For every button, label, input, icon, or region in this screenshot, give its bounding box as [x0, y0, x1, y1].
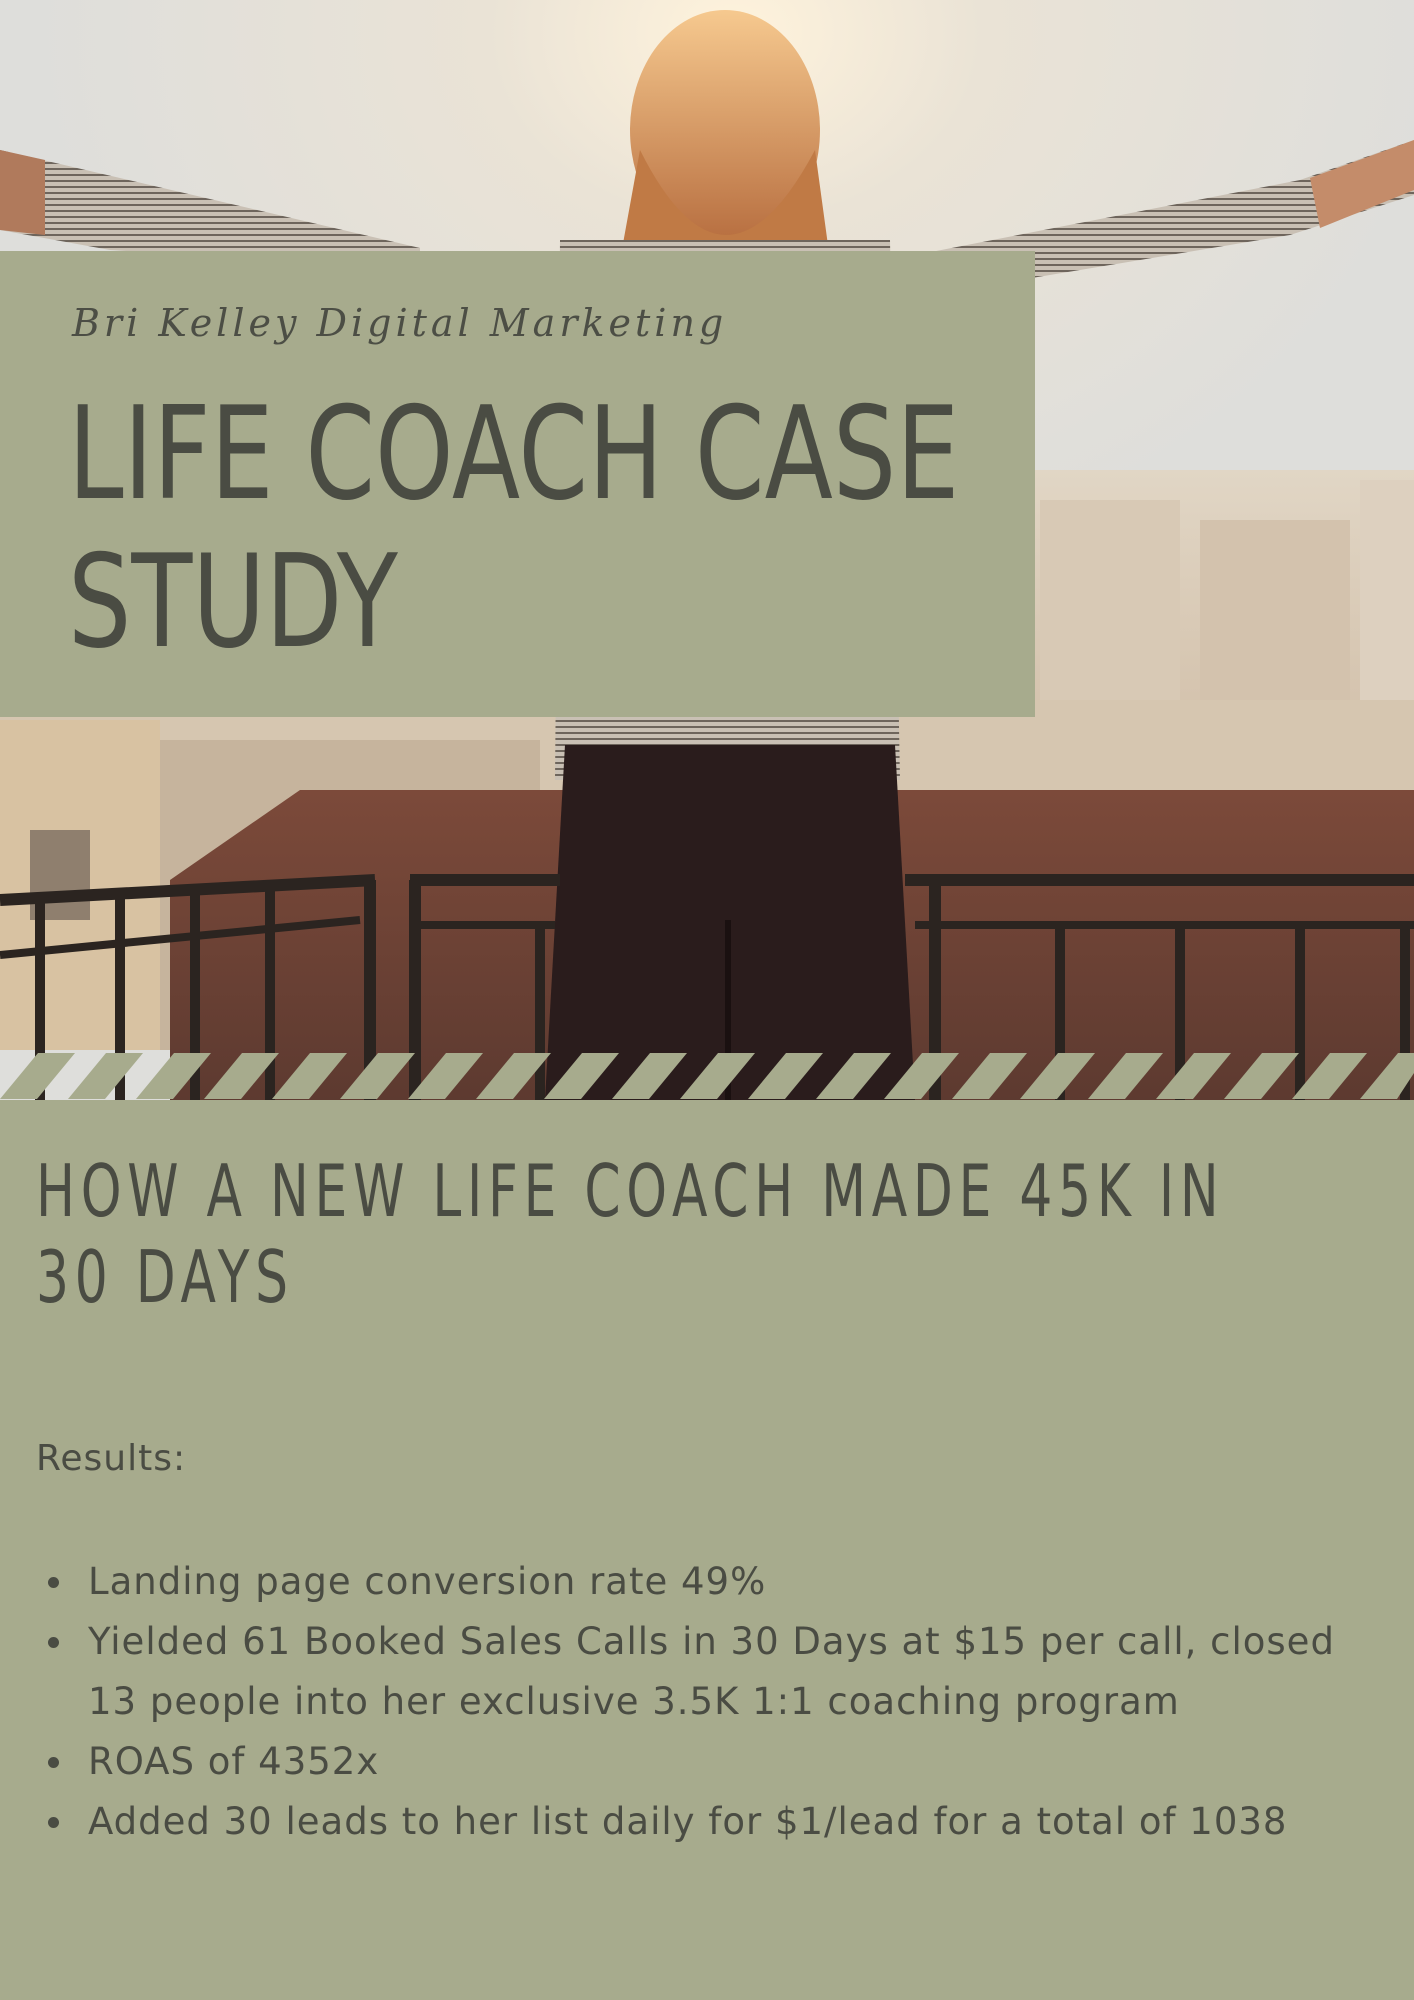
title-panel [0, 251, 1035, 717]
results-list [36, 1552, 1396, 1852]
result-text: Landing page conversion rate 49% [88, 1560, 767, 1603]
list-item [36, 1732, 1396, 1792]
stripe-divider [0, 1053, 1414, 1099]
result-text: Added 30 leads to her list daily for $1/lead for a total of 1038 [88, 1800, 1288, 1843]
page-title-line-2: STUDY [68, 528, 398, 677]
result-text: Yielded 61 Booked Sales Calls in 30 Days at $15 per call, closed 13 people into her exclusive 3.5K 1:1 coaching program [88, 1620, 1335, 1723]
subtitle [36, 1148, 1225, 1320]
subtitle-line-1: HOW A NEW LIFE COACH MADE 45K IN [36, 1149, 1225, 1233]
page-title-line-1: LIFE COACH CASE [68, 380, 960, 529]
bullet-icon [48, 1817, 59, 1828]
results-heading: Results: [36, 1438, 187, 1479]
list-item [36, 1792, 1396, 1852]
subtitle-line-2: 30 DAYS [36, 1235, 294, 1319]
page-title [68, 380, 960, 677]
bullet-icon [48, 1757, 59, 1768]
bullet-icon [48, 1637, 59, 1648]
list-item [36, 1552, 1396, 1612]
bullet-icon [48, 1577, 59, 1588]
list-item [36, 1612, 1396, 1732]
brand-name: Bri Kelley Digital Marketing [72, 301, 728, 345]
result-text: ROAS of 4352x [88, 1740, 380, 1783]
